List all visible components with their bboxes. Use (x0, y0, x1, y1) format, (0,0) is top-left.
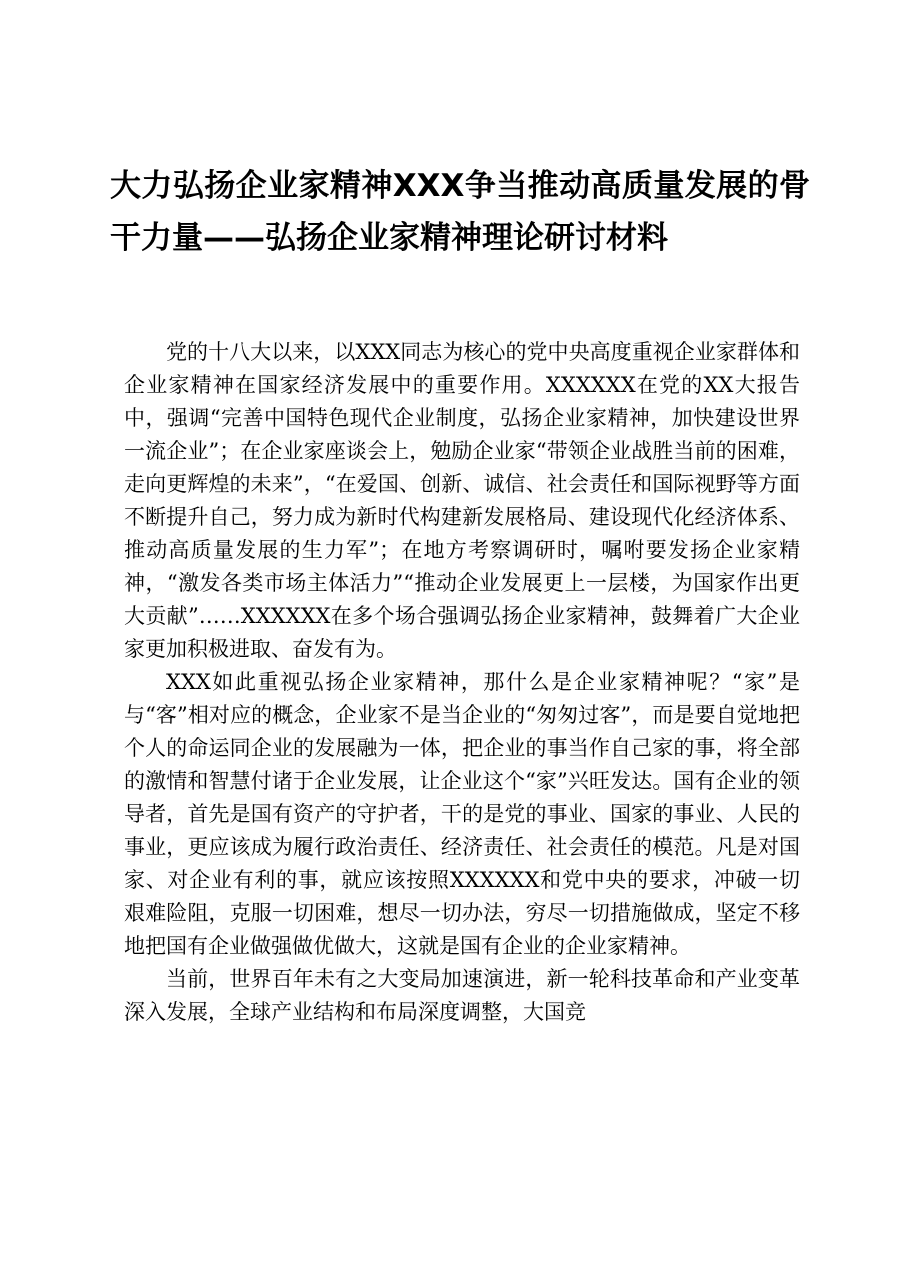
document-body (124, 336, 800, 1029)
paragraph-3: 当前，世界百年未有之大变局加速演进，新一轮科技革命和产业变革深入发展，全球产业结构和布局深度调整，大国竞 (124, 967, 800, 1024)
paragraph-1: 党的十八大以来，以XXX同志为核心的党中央高度重视企业家群体和企业家精神在国家经济发展中的重要作用。XXXXXX在党的XX大报告中，强调“完善中国特色现代企业制度，弘扬企业家精神，加快建设世界一流企业”；在企业家座谈会上，勉励企业家“带领企业战胜当前的困难，走向更辉煌的未来”，“在爱国、创新、诚信、社会责任和国际视野等方面不断提升自己，努力成为新时代构建新发展格局、建设现代化经济体系、推动高质量发展的生力军”；在地方考察调研时，嘱咐要发扬企业家精神，“激发各类市场主体活力”“推动企业发展更上一层楼，为国家作出更大贡献”……XXXXXX在多个场合强调弘扬企业家精神，鼓舞着广大企业家更加积极进取、奋发有为。 (124, 340, 800, 661)
paragraph-2: XXX如此重视弘扬企业家精神，那什么是企业家精神呢？“家”是与“客”相对应的概念，企业家不是当企业的“匆匆过客”，而是要自觉地把个人的命运同企业的发展融为一体，把企业的事当作自己家的事，将全部的激情和智慧付诸于企业发展，让企业这个“家”兴旺发达。国有企业的领导者，首先是国有资产的守护者，干的是党的事业、国家的事业、人民的事业，更应该成为履行政治责任、经济责任、社会责任的模范。凡是对国家、对企业有利的事，就应该按照XXXXXX和党中央的要求，冲破一切艰难险阻，克服一切困难，想尽一切办法，穷尽一切措施做成，坚定不移地把国有企业做强做优做大，这就是国有企业的企业家精神。 (124, 670, 800, 958)
document-title: 大力弘扬企业家精神XXX争当推动高质量发展的骨干力量——弘扬企业家精神理论研讨材料 (110, 168, 810, 256)
